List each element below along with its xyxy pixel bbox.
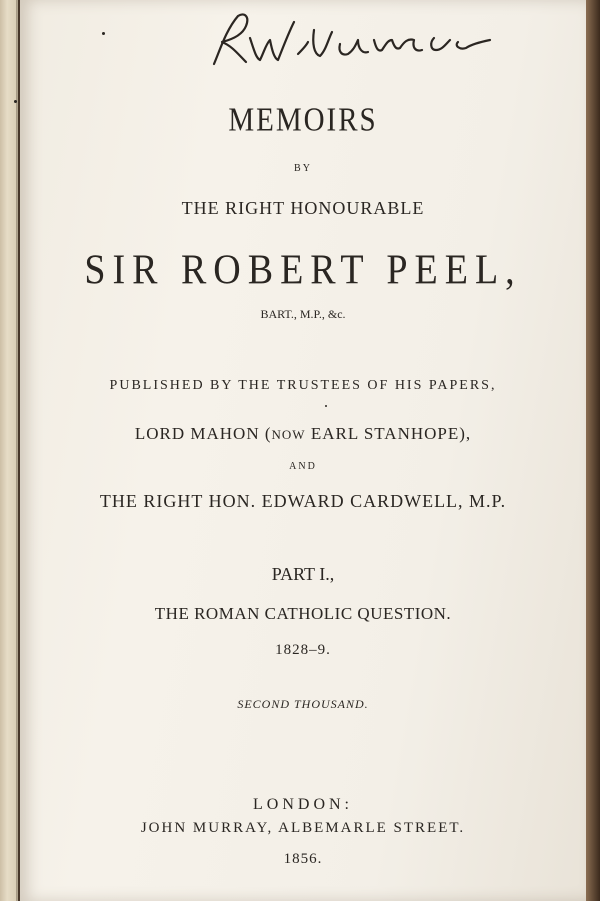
handwritten-signature: [190, 10, 510, 72]
trustee-one-rest: EARL STANHOPE),: [305, 424, 472, 443]
by-label: BY: [294, 163, 312, 174]
trustee-one-small-caps: NOW: [271, 427, 306, 442]
book-title: MEMOIRS: [228, 101, 378, 139]
imprint-year: 1856.: [283, 851, 323, 867]
subject-title: THE ROMAN CATHOLIC QUESTION.: [154, 604, 452, 623]
title-page: [20, 0, 586, 901]
author-prefix: THE RIGHT HONOURABLE: [181, 198, 425, 218]
page-right-edge: [586, 0, 600, 901]
signature-graphic: [190, 10, 510, 72]
trustee-cardwell: THE RIGHT HON. EDWARD CARDWELL, M.P.: [99, 491, 507, 511]
and-label: AND: [289, 461, 317, 472]
ink-speck: [325, 405, 327, 407]
published-by-line: PUBLISHED BY THE TRUSTEES OF HIS PAPERS,: [109, 378, 497, 393]
author-suffix: BART., M.P., &c.: [260, 307, 346, 321]
edition-note: SECOND THOUSAND.: [237, 697, 369, 711]
ink-mark: [102, 32, 105, 35]
trustee-lord-mahon: [20, 424, 586, 444]
trustee-one-main: LORD MAHON (: [134, 424, 272, 443]
imprint-city: LONDON:: [253, 796, 353, 813]
part-number: PART I.,: [271, 564, 335, 584]
subject-dates: 1828–9.: [275, 642, 331, 658]
author-name: SIR ROBERT PEEL,: [84, 246, 522, 294]
ink-mark: [14, 100, 17, 103]
imprint-publisher: JOHN MURRAY, ALBEMARLE STREET.: [140, 820, 466, 836]
